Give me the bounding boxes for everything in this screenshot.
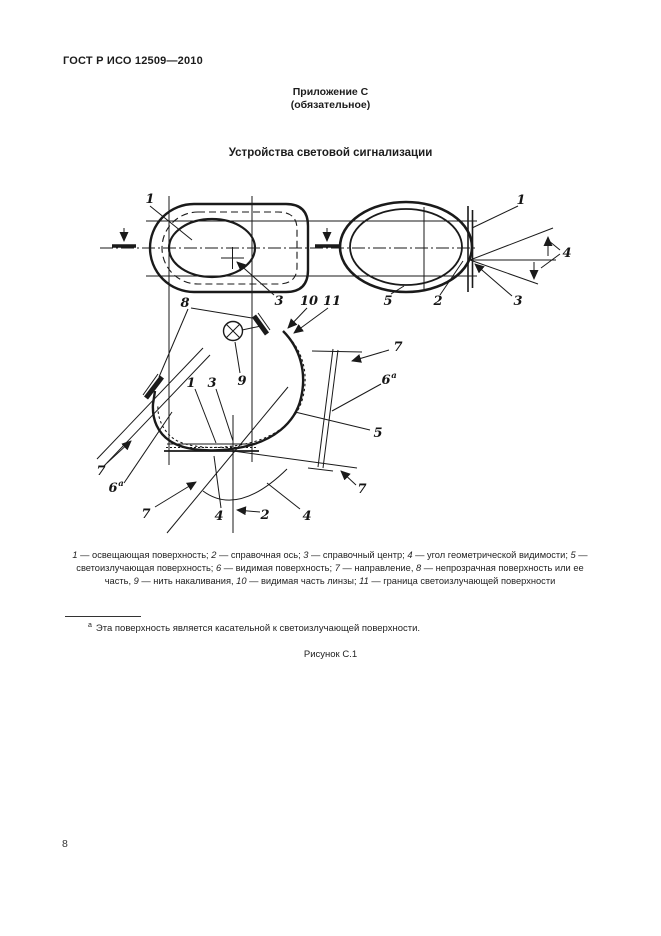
legend-num-6: 6 [215, 563, 222, 574]
callout-10-lens: 10 [299, 294, 319, 309]
legend-num-9: 9 [133, 576, 139, 587]
light-emitting-ellipse [350, 209, 462, 285]
front-view-left [112, 204, 339, 295]
opaque-surface-top [254, 316, 267, 334]
legend-text-8: — непрозрачная поверхность или ее часть, [104, 563, 584, 587]
legend-num-10: 10 [236, 576, 247, 587]
footnote-rule [65, 616, 141, 617]
callout-2-front-right: 2 [433, 294, 443, 309]
callout-4-bottom-right: 4 [302, 509, 312, 524]
page-number: 8 [62, 838, 68, 850]
callout-3-front-right: 3 [513, 294, 523, 309]
callout-6-left-sup: а [118, 479, 124, 489]
callout-11-boundary: 11 [322, 294, 342, 309]
legend-num-3: 3 [303, 550, 309, 560]
legend-num-11: 11 [359, 576, 369, 587]
callout-3-section: 3 [207, 376, 217, 391]
legend-num-5: 5 [570, 550, 576, 560]
footnote-text: Эта поверхность является касательной к светоизлучающей поверхности. [95, 623, 421, 635]
callout-7-top-right: 7 [393, 340, 403, 355]
figure-title: Устройства световой сигнализации [228, 147, 433, 159]
footnote [88, 622, 420, 634]
drawing-callouts [96, 192, 571, 524]
section-view [97, 308, 389, 533]
appendix-line1: Приложение С [292, 86, 369, 98]
figure-caption: Рисунок С.1 [303, 649, 358, 660]
legend-text-4: — угол геометрической видимости; [412, 550, 571, 560]
footnote-marker: а [88, 622, 92, 629]
callout-1-front-right: 1 [516, 193, 526, 208]
callout-9-filament: 9 [237, 374, 247, 389]
callout-7-bottom-right: 7 [357, 482, 367, 497]
callout-6-left: 6 [108, 481, 118, 496]
callout-7-bottom-left: 7 [141, 507, 151, 522]
legend-num-7: 7 [334, 563, 340, 574]
callout-4-angle-right: 4 [562, 246, 572, 261]
callout-1-front-left: 1 [145, 192, 155, 207]
lamp-outline-oval [340, 202, 472, 292]
legend-num-1: 1 [72, 550, 78, 560]
legend-num-4: 4 [407, 550, 413, 560]
direction-arrow-bottom-left [155, 482, 196, 507]
legend-text-11: — граница светоизлучающей поверхности [368, 576, 556, 587]
callout-1-section: 1 [186, 376, 196, 391]
callout-3-front-left: 3 [274, 294, 284, 309]
doc-standard-code: ГОСТ Р ИСО 12509—2010 [63, 55, 203, 67]
visible-surface-plane-left [97, 348, 203, 459]
callout-6-right-sup: а [391, 371, 397, 381]
callout-2-axis: 2 [260, 508, 270, 523]
front-view-right [340, 202, 560, 296]
callout-5-front-right: 5 [383, 294, 393, 309]
figure-legend [63, 549, 597, 589]
legend-text-5: — светоизлучающая поверхность; [76, 550, 588, 574]
legend-text-10: — видимая часть линзы; [246, 576, 360, 587]
legend-text-7: — направление, [339, 563, 416, 574]
legend-text-3: — справочный центр; [308, 550, 408, 560]
drawing-lines [97, 196, 560, 533]
legend-text-2: — справочная ось; [216, 550, 304, 560]
callout-5-section: 5 [373, 426, 383, 441]
legend-text-1: — освещающая поверхность; [77, 550, 212, 560]
callout-8-opaque: 8 [180, 296, 190, 311]
legend-text-9: — нить накаливания, [138, 576, 237, 587]
appendix-line2: (обязательное) [290, 99, 371, 111]
legend-text-6: — видимая поверхность; [221, 563, 335, 574]
callout-7-left: 7 [96, 464, 106, 479]
callout-4-bottom-left: 4 [214, 509, 224, 524]
legend-num-2: 2 [211, 550, 217, 560]
direction-arrow-bottom-right [341, 471, 356, 485]
callout-6-right: 6 [381, 373, 391, 388]
legend-num-8: 8 [416, 563, 422, 574]
